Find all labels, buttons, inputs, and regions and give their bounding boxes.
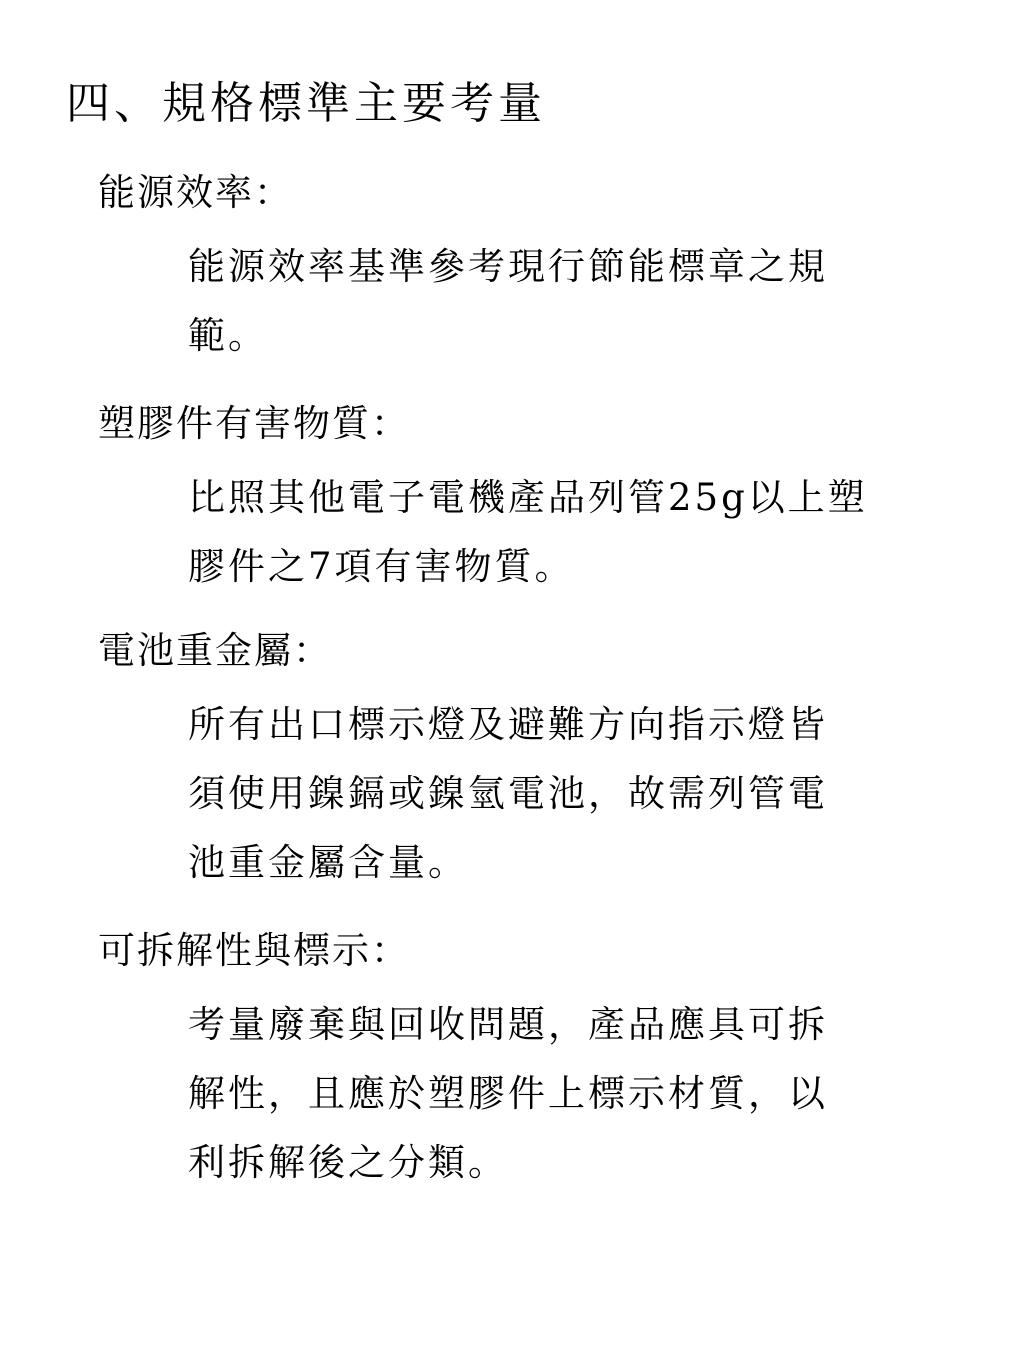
body-line: 解性，且應於塑膠件上標示材質，以 xyxy=(188,1072,828,1115)
body-line: 池重金屬含量。 xyxy=(188,841,468,884)
section-heading-disassembly-and-labeling: 可拆解性與標示： xyxy=(98,929,410,972)
body-line: 比照其他電子電機產品列管25g以上塑 xyxy=(188,476,868,519)
section-body-disassembly-and-labeling xyxy=(188,990,948,1197)
body-line: 範。 xyxy=(188,314,268,357)
body-line: 所有出口標示燈及避難方向指示燈皆 xyxy=(188,703,828,746)
body-line: 膠件之7項有害物質。 xyxy=(188,545,575,588)
body-line: 利拆解後之分類。 xyxy=(188,1141,508,1184)
section-body-energy-efficiency xyxy=(188,232,948,370)
body-line: 考量廢棄與回收問題，產品應具可拆 xyxy=(188,1003,828,1046)
body-line: 須使用鎳鎘或鎳氫電池，故需列管電 xyxy=(188,772,828,815)
body-line: 能源效率基準參考現行節能標章之規 xyxy=(188,245,828,288)
section-body-plastic-hazardous-substances xyxy=(188,463,948,601)
section-heading-battery-heavy-metals: 電池重金屬： xyxy=(98,629,332,672)
section-heading-plastic-hazardous-substances: 塑膠件有害物質： xyxy=(98,402,410,445)
section-heading-energy-efficiency: 能源效率： xyxy=(98,171,293,214)
section-body-battery-heavy-metals xyxy=(188,690,948,897)
page-title: 四、規格標準主要考量 xyxy=(66,78,546,129)
